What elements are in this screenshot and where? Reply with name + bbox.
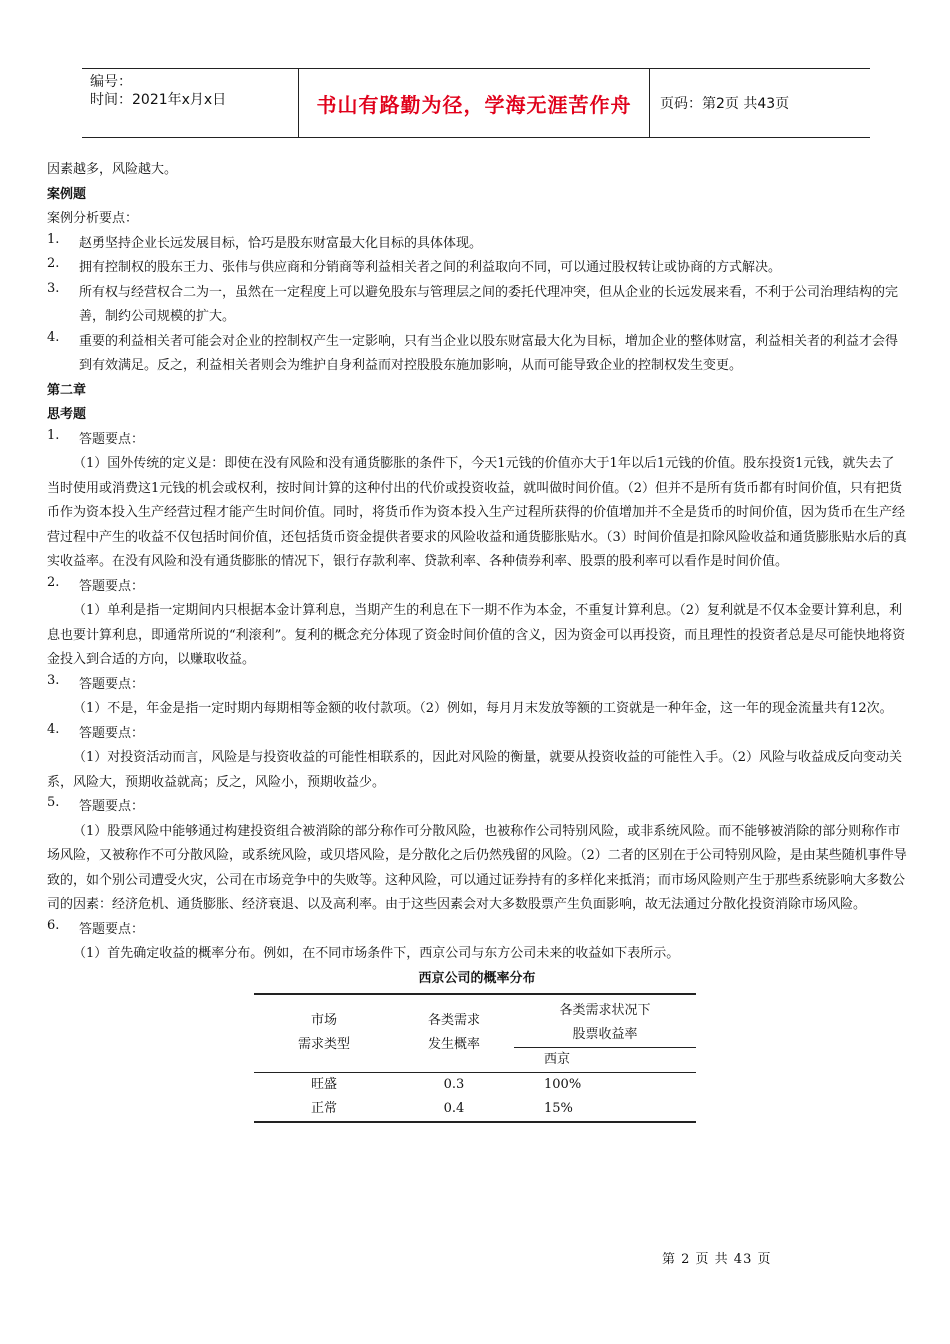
item-text: 重要的利益相关者可能会对企业的控制权产生一定影响，只有当企业以股东财富最大化为目标，增加企业的整体财富，利益相关者的利益才会得到有效满足。反之，利益相关者则会为维护自身利益而对控股股东施加影响，从而可能导致企业的控制权发生变更。: [79, 333, 899, 373]
answer-label: 答题要点：: [79, 799, 145, 814]
table-title: 西京公司的概率分布: [418, 970, 536, 986]
item-number: 3.: [47, 280, 60, 296]
question-item: [47, 575, 907, 600]
cell-type: 正常: [310, 1100, 337, 1116]
item-text: 赵勇坚持企业长远发展目标，恰巧是股东财富最大化目标的具体体现。: [79, 235, 483, 251]
answer-paragraph: （1）国外传统的定义是：即使在没有风险和没有通货膨胀的条件下，今天1元钱的价值亦大于1年以后1元钱的价值。股东投资1元钱，就失去了当时使用或消费这1元钱的机会或权利，按时间计算的这种付出的代价或投资收益，就叫做时间价值。（2）但并不是所有货币都有时间价值，只有把货币作为资本投入生产经营过程才能产生时间价值。同时，将货币作为资本投入生产过程所获得的价值增加并不全是货币的时间价值，因为货币在生产经营过程中产生的收益不仅包括时间价值，还包括货币资金提供者要求的风险收益和通货膨胀贴水。（3）时间价值是扣除风险收益和通货膨胀贴水后的真实收益率。在没有风险和没有通货膨胀的情况下，银行存款利率、贷款利率、各种债券利率、股票的股利率可以看作是时间价值。: [47, 456, 907, 569]
item-number: 4.: [47, 721, 60, 737]
col-header-line: 需求类型: [297, 1037, 350, 1052]
page-footer: 第 2 页 共 43 页: [662, 1252, 772, 1267]
chapter-heading: 第二章: [47, 382, 87, 398]
col-header-line: 各类需求状况下: [559, 1002, 651, 1018]
item-text: 拥有控制权的股东王力、张伟与供应商和分销商等利益相关者之间的利益取向不同，可以通过股权转让或协商的方式解决。: [79, 260, 782, 275]
probability-table: [254, 993, 696, 1123]
header-motto-cell: [299, 69, 650, 137]
cell-type: 旺盛: [310, 1076, 337, 1092]
item-number: 1.: [47, 427, 60, 443]
case-item: [47, 330, 907, 379]
answer-label: 答题要点：: [79, 431, 145, 447]
col-header-line: 发生概率: [427, 1037, 480, 1052]
cell-return: 15%: [544, 1100, 573, 1116]
col-header-probability: [394, 994, 514, 1073]
cell-prob: 0.3: [443, 1076, 465, 1092]
cell-return: 100%: [544, 1076, 582, 1092]
answer-paragraph: （1）单利是指一定期间内只根据本金计算利息，当期产生的利息在下一期不作为本金，不重复计算利息。（2）复利就是不仅本金要计算利息，利息也要计算利息，即通常所说的“利滚利”。复利的概念充分体现了资金时间价值的含义，因为资金可以再投资，而且理性的投资者总是尽可能快地将资金投入到合适的方向，以赚取收益。: [47, 603, 906, 667]
answer-paragraph: （1）不是，年金是指一定时期内每期相等金额的收付款项。（2）例如，每月月末发放等额的工资就是一种年金，这一年的现金流量共有12次。: [73, 701, 893, 716]
item-number: 6.: [47, 917, 60, 933]
think-heading: 思考题: [47, 407, 87, 422]
answer-paragraph: （1）对投资活动而言，风险是与投资收益的可能性相联系的，因此对风险的衡量，就要从投资收益的可能性入手。（2）风险与收益成反向变动关系，风险大，预期收益就高；反之，风险小，预期收益少。: [47, 750, 903, 790]
item-number: 3.: [47, 672, 60, 688]
header-page-info: 页码：第2页 共43页: [660, 96, 790, 112]
page-body: [47, 158, 907, 1123]
table-row: [254, 1097, 696, 1122]
case-heading: 案例题: [47, 186, 87, 202]
answer-paragraph: （1）股票风险中能够通过构建投资组合被消除的部分称作可分散风险，也被称作公司特别风险，或非系统风险。而不能够被消除的部分则称作市场风险，又被称作不可分散风险，或系统风险，或贝塔风险，是分散化之后仍然残留的风险。（2）二者的区别在于公司特别风险，是由某些随机事件导致的，如个别公司遭受火灾，公司在市场竞争中的失败等。这种风险，可以通过证券持有的多样化来抵消；而市场风险则产生于那些系统影响大多数公司的因素：经济危机、通货膨胀、经济衰退、以及高利率。由于这些因素会对大多数股票产生负面影响，故无法通过分散化投资消除市场风险。: [47, 823, 907, 912]
case-subheading: 案例分析要点：: [47, 211, 139, 226]
case-item: [47, 256, 907, 281]
header-meta: [82, 69, 299, 137]
question-item: [47, 428, 907, 453]
time-label: 时间：2021年x月x日: [90, 92, 227, 108]
motto-text: 书山有路勤为径，学海无涯苦作舟: [316, 92, 632, 117]
item-number: 1.: [47, 231, 60, 247]
answer-label: 答题要点：: [79, 921, 145, 937]
item-number: 4.: [47, 329, 60, 345]
col-header-market: [254, 994, 394, 1073]
col-header-line: 市场: [310, 1013, 337, 1028]
item-number: 5.: [47, 795, 60, 810]
item-number: 2.: [47, 574, 60, 590]
question-item: [47, 673, 907, 698]
cell-prob: 0.4: [443, 1100, 465, 1116]
question-item: [47, 722, 907, 747]
answer-paragraph: （1）首先确定收益的概率分布。例如，在不同市场条件下，西京公司与东方公司未来的收益如下表所示。: [73, 946, 680, 961]
case-list: [47, 232, 907, 379]
table-row: [254, 1072, 696, 1097]
document-header: [82, 68, 870, 138]
intro-line: 因素越多，风险越大。: [47, 162, 178, 177]
col-header-line: 各类需求: [427, 1013, 480, 1028]
question-item: [47, 918, 907, 943]
question-item: [47, 795, 907, 820]
item-text: 所有权与经营权合二为一，虽然在一定程度上可以避免股东与管理层之间的委托代理冲突，但从企业的长远发展来看，不利于公司治理结构的完善，制约公司规模的扩大。: [79, 284, 899, 324]
case-item: [47, 281, 907, 330]
answer-label: 答题要点：: [79, 676, 145, 692]
answer-label: 答题要点：: [79, 578, 145, 594]
case-item: [47, 232, 907, 257]
col-header-return: [514, 994, 696, 1048]
table-header-row: [254, 994, 696, 1048]
answer-label: 答题要点：: [79, 725, 145, 741]
col-subheader-xijing: 西京: [514, 1047, 696, 1072]
item-number: 2.: [47, 256, 60, 271]
col-header-line: 股票收益率: [572, 1026, 638, 1042]
number-label: 编号：: [90, 74, 132, 90]
